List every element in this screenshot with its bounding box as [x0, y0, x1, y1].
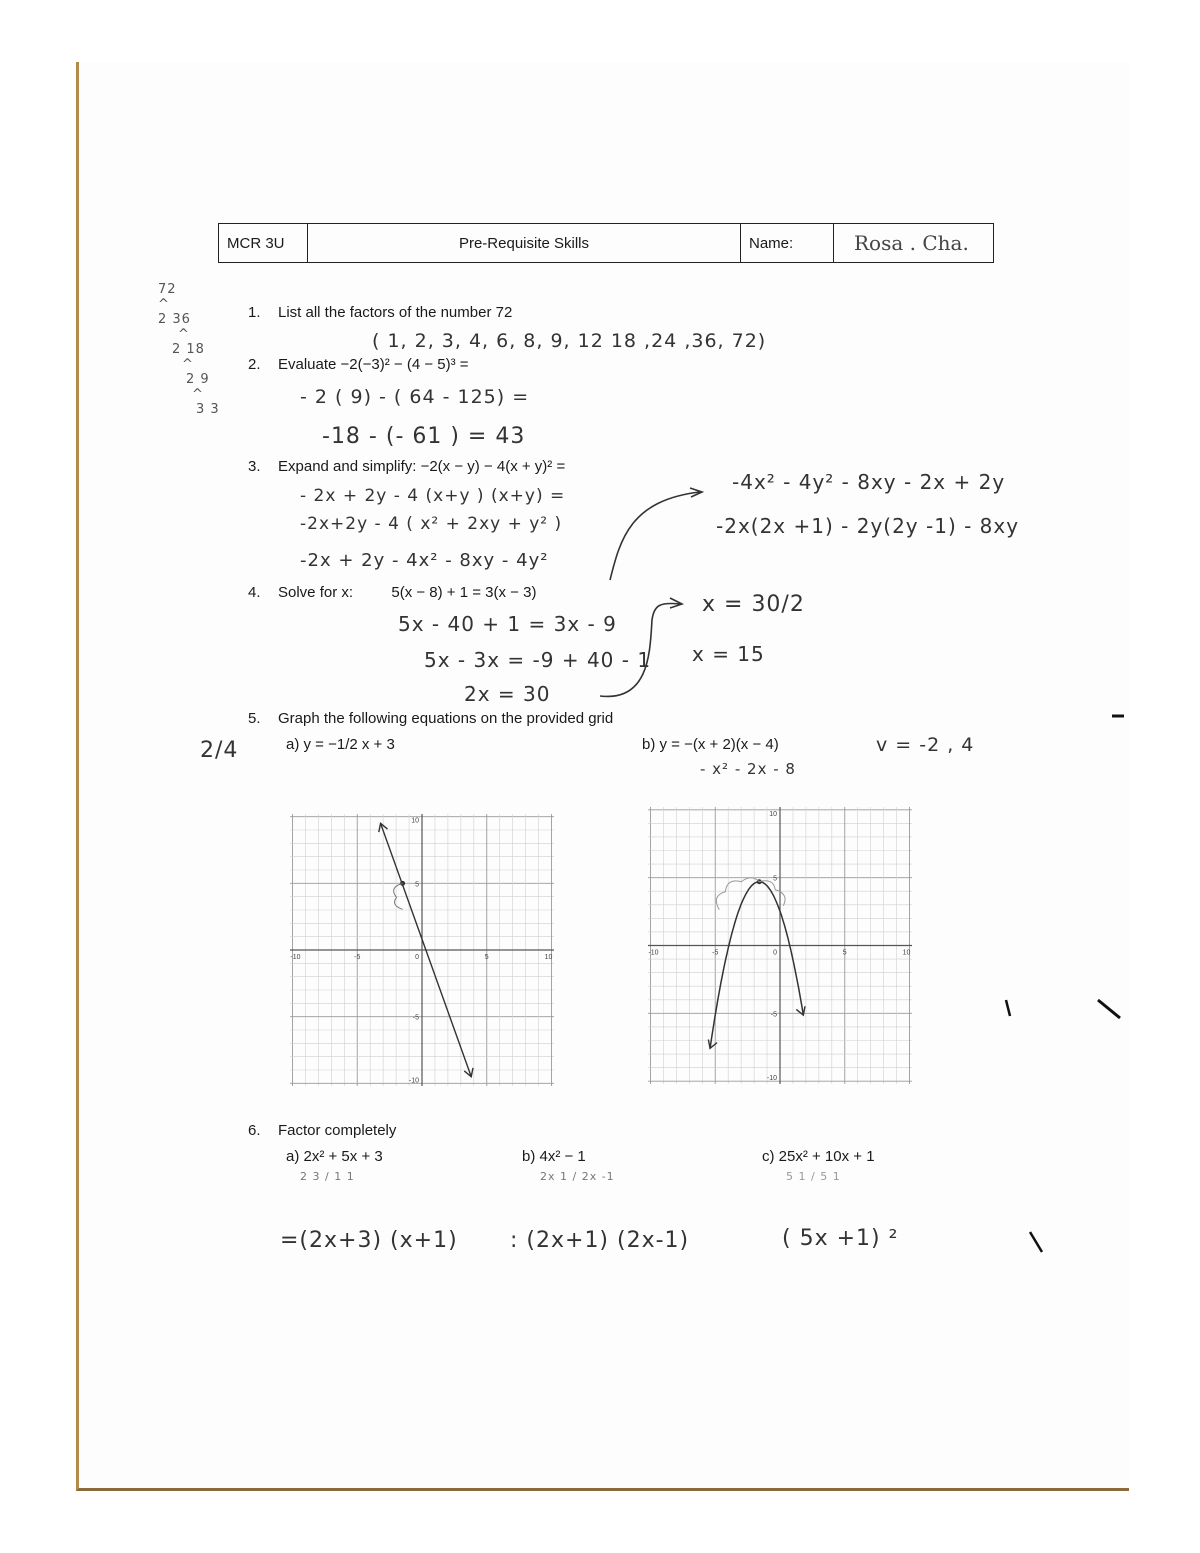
q6a-work: 2 3 / 1 1: [300, 1170, 355, 1183]
tick-label: -10: [766, 1075, 777, 1083]
q4-side-work-1: x = 30/2: [702, 592, 805, 617]
tick-label: -5: [712, 949, 719, 957]
tick-label: 0: [415, 954, 419, 961]
student-parabola-b: [710, 882, 803, 1049]
tick-label: 10: [769, 810, 777, 818]
name-label: Name:: [741, 224, 834, 262]
q3-side-work-2: -2x(2x +1) - 2y(2y -1) - 8xy: [716, 514, 1020, 538]
tick-label: -10: [648, 949, 659, 957]
course-code: MCR 3U: [219, 224, 308, 262]
q6c-expression: c) 25x² + 10x + 1: [762, 1148, 875, 1165]
q4-side-work-2: x = 15: [692, 642, 765, 666]
q4-work-line-2: 5x - 3x = -9 + 40 - 1: [424, 648, 652, 672]
graph-b: [644, 803, 916, 1088]
tick-label: 10: [902, 949, 911, 957]
factor-tree-note: 72 ^ 2 36 ^ 2 18 ^ 2 9 ^ 3 3: [158, 282, 220, 417]
question-1: 1. List all the factors of the number 72: [248, 304, 513, 321]
tick-label: -10: [408, 1077, 419, 1085]
q3-side-work-1: -4x² - 4y² - 8xy - 2x + 2y: [732, 470, 1006, 494]
tick-label: 10: [411, 817, 419, 825]
tick-label: -5: [354, 954, 361, 961]
worksheet-paper: [76, 62, 1129, 1491]
tick-label: -5: [412, 1014, 419, 1022]
q6b-work: 2x 1 / 2x -1: [540, 1170, 615, 1183]
q6a-expression: a) 2x² + 5x + 3: [286, 1148, 383, 1165]
q4-work-line-1: 5x - 40 + 1 = 3x - 9: [398, 612, 617, 636]
question-2: 2. Evaluate −2(−3)² − (4 − 5)³ =: [248, 356, 469, 373]
student-name: Rosa . Cha.: [854, 231, 969, 255]
q2-work-line-2: -18 - (- 61 ) = 43: [322, 424, 526, 449]
q6b-answer: : (2x+1) (2x-1): [510, 1228, 690, 1253]
margin-fraction-note: 2/4: [200, 738, 239, 763]
stray-pen-marks: [990, 960, 1130, 1260]
worksheet-title: Pre-Requisite Skills: [308, 224, 741, 262]
q2-work-line-1: - 2 ( 9) - ( 64 - 125) =: [300, 386, 530, 408]
q1-answer: ( 1, 2, 3, 4, 6, 8, 9, 12 18 ,24 ,36, 72): [372, 330, 767, 352]
q5a-equation: a) y = −1/2 x + 3: [286, 736, 395, 753]
work-arrows: [590, 480, 730, 720]
q3-work-line-2: -2x+2y - 4 ( x² + 2xy + y² ): [300, 514, 563, 534]
tick-label: 5: [415, 881, 419, 889]
q3-work-line-1: - 2x + 2y - 4 (x+y ) (x+y) =: [300, 486, 566, 506]
question-6: 6. Factor completely: [248, 1122, 397, 1139]
tick-label: 0: [773, 949, 777, 957]
q4-work-line-3: 2x = 30: [464, 682, 551, 706]
q6c-work: 5 1 / 5 1: [786, 1170, 841, 1183]
edge-mark: [1110, 710, 1130, 730]
tick-label: 5: [484, 954, 489, 961]
tick-label: 5: [842, 949, 847, 957]
tick-label: -5: [770, 1011, 777, 1019]
tick-label: -10: [290, 954, 301, 961]
q6c-answer: ( 5x +1) ²: [782, 1226, 899, 1251]
q5b-note: v = -2 , 4: [876, 734, 975, 756]
tick-label: 5: [773, 875, 777, 883]
slope-scribble: [394, 883, 403, 909]
q3-work-line-3: -2x + 2y - 4x² - 8xy - 4y²: [300, 550, 549, 571]
q5b-work: - x² - 2x - 8: [700, 760, 796, 778]
tick-label: 10: [544, 954, 553, 961]
q6a-answer: =(2x+3) (x+1): [280, 1228, 458, 1253]
q6b-expression: b) 4x² − 1: [522, 1148, 586, 1165]
header-table: [218, 223, 994, 263]
question-4: 4. Solve for x: 5(x − 8) + 1 = 3(x − 3): [248, 584, 537, 601]
q5b-equation: b) y = −(x + 2)(x − 4): [642, 736, 779, 753]
graph-a: [286, 810, 558, 1090]
question-3: 3. Expand and simplify: −2(x − y) − 4(x + y)² =: [248, 458, 566, 475]
question-5: 5. Graph the following equations on the provided grid: [248, 710, 614, 727]
